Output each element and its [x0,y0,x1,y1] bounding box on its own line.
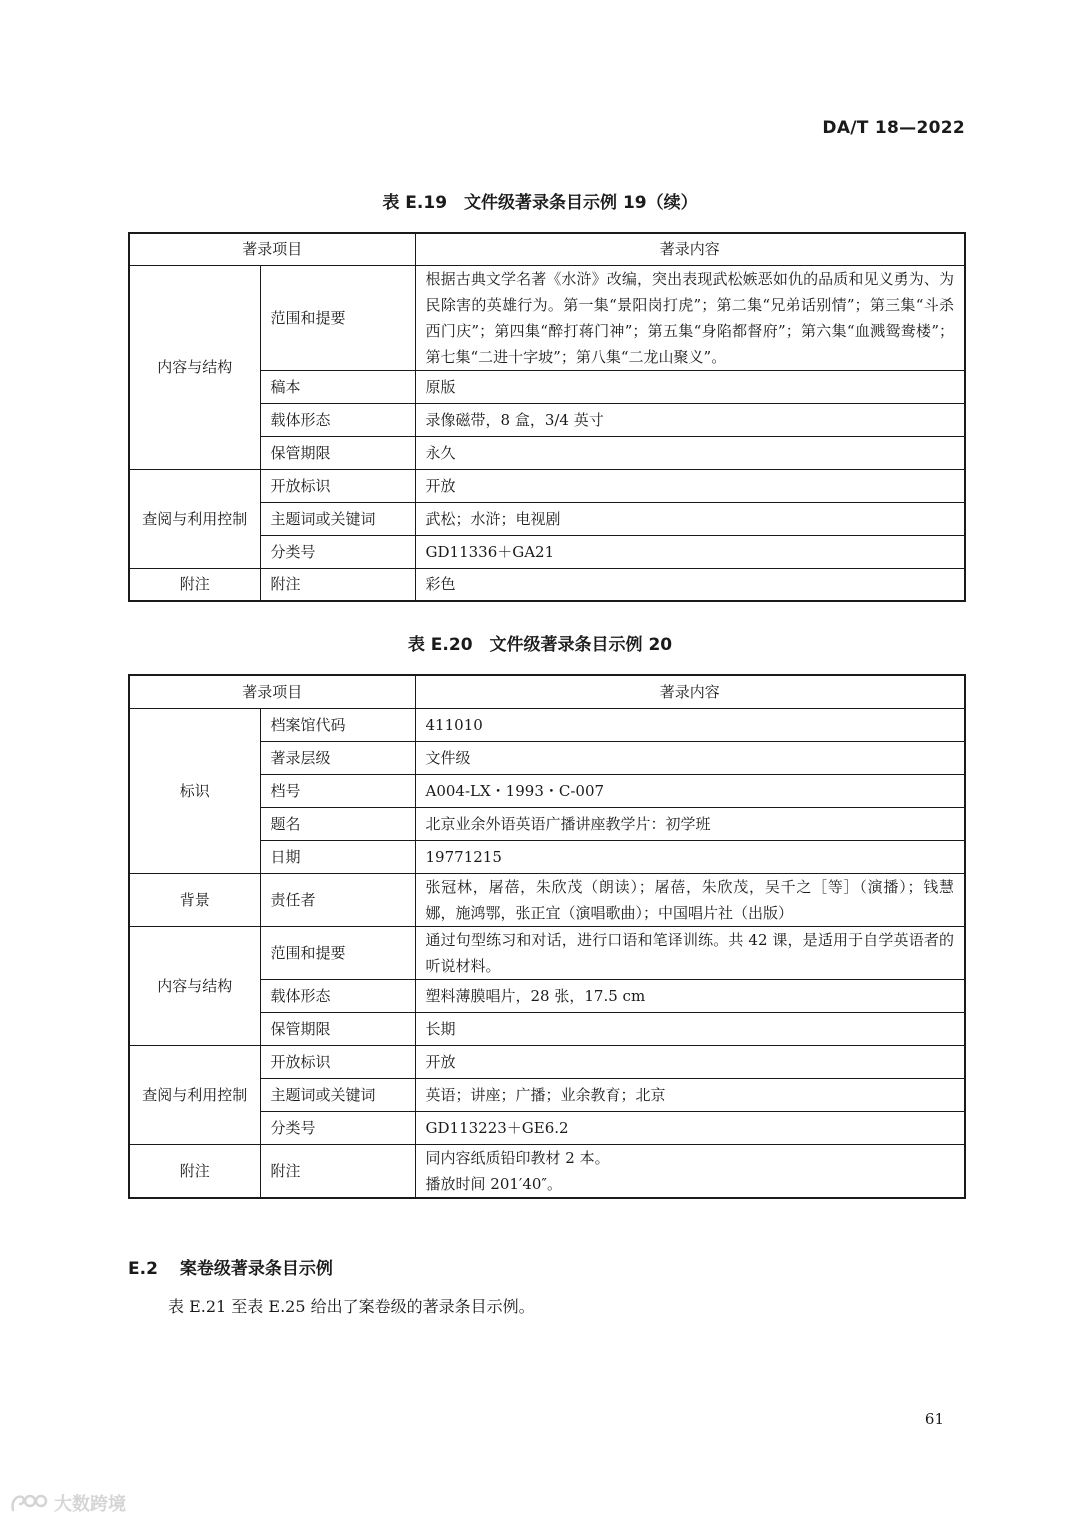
item-value: 武松；水浒；电视剧 [415,502,965,535]
table-header-row [129,233,965,265]
group-label: 附注 [129,568,260,601]
table-row [129,568,965,601]
note-line: 同内容纸质铅印教材 2 本。 [425,1148,610,1167]
table-row [129,926,965,979]
item-value: 原版 [415,370,965,403]
table-e20 [128,674,966,1199]
item-label: 开放标识 [260,1045,415,1078]
item-label: 保管期限 [260,1012,415,1045]
standard-code: DA/T 18—2022 [822,118,965,138]
table-row [129,708,965,741]
item-label: 档案馆代码 [260,708,415,741]
item-value: 通过句型练习和对话，进行口语和笔译训练。共 42 课，是适用于自学英语者的听说材料。 [415,926,965,979]
item-label: 载体形态 [260,979,415,1012]
item-label: 主题词或关键词 [260,502,415,535]
table-row [129,469,965,502]
group-label: 查阅与利用控制 [129,1045,260,1144]
item-value: A004-LX・1993・C-007 [415,774,965,807]
item-label: 主题词或关键词 [260,1078,415,1111]
note-line: 播放时间 201′40″。 [425,1174,563,1193]
item-label: 范围和提要 [260,265,415,370]
group-label: 标识 [129,708,260,873]
item-label: 分类号 [260,535,415,568]
header-content: 著录内容 [415,233,965,265]
table-19-caption: 表 E.19 文件级著录条目示例 19（续） [382,193,698,213]
table-20-caption: 表 E.20 文件级著录条目示例 20 [407,635,673,655]
header-item: 著录项目 [129,233,415,265]
group-label: 内容与结构 [129,926,260,1045]
item-label: 档号 [260,774,415,807]
item-label: 开放标识 [260,469,415,502]
item-label: 分类号 [260,1111,415,1144]
item-value: 英语；讲座；广播；业余教育；北京 [415,1078,965,1111]
item-label: 责任者 [260,873,415,926]
item-value [415,1144,965,1198]
section-number: E.2 [128,1259,158,1279]
group-label: 附注 [129,1144,260,1198]
item-value: 411010 [415,708,965,741]
item-value: GD11336＋GA21 [415,535,965,568]
watermark-text: 大数跨境 [54,1494,126,1515]
group-label: 背景 [129,873,260,926]
item-label: 附注 [260,568,415,601]
item-value: 永久 [415,436,965,469]
item-value: 彩色 [415,568,965,601]
item-label: 题名 [260,807,415,840]
table-row [129,873,965,926]
item-label: 日期 [260,840,415,873]
watermark [10,1490,126,1516]
item-label: 范围和提要 [260,926,415,979]
item-value: 根据古典文学名著《水浒》改编，突出表现武松嫉恶如仇的品质和见义勇为、为民除害的英雄行为。第一集“景阳岗打虎”；第二集“兄弟话别情”；第三集“斗杀西门庆”；第四集“醉打蒋门神”；第五集“身陷都督府”；第六集“血溅鸳鸯楼”；第七集“二进十字坡”；第八集“二龙山聚义”。 [415,265,965,370]
item-label: 保管期限 [260,436,415,469]
item-value: 文件级 [415,741,965,774]
header-content: 著录内容 [415,675,965,708]
section-heading [128,1254,333,1279]
item-value: 开放 [415,1045,965,1078]
watermark-logo-icon [10,1492,50,1514]
item-value: 长期 [415,1012,965,1045]
table-header-row [129,675,965,708]
item-value: 19771215 [415,840,965,873]
item-value: 塑料薄膜唱片，28 张，17.5 cm [415,979,965,1012]
header-item: 著录项目 [129,675,415,708]
group-label: 查阅与利用控制 [129,469,260,568]
table-row [129,265,965,370]
table-row [129,1045,965,1078]
item-label: 附注 [260,1144,415,1198]
item-label: 载体形态 [260,403,415,436]
table-e19 [128,232,966,602]
item-label: 著录层级 [260,741,415,774]
item-value: 录像磁带，8 盒，3/4 英寸 [415,403,965,436]
item-value: 张冠林，屠蓓，朱欣茂（朗读）；屠蓓，朱欣茂，吴千之［等］（演播）；钱慧娜，施鸿鄂，张正宜（演唱歌曲）；中国唱片社（出版） [415,873,965,926]
section-title: 案卷级著录条目示例 [179,1259,333,1279]
section-paragraph: 表 E.21 至表 E.25 给出了案卷级的著录条目示例。 [168,1297,535,1316]
group-label: 内容与结构 [129,265,260,469]
item-value: 开放 [415,469,965,502]
item-label: 稿本 [260,370,415,403]
page-number: 61 [924,1410,944,1428]
table-row [129,1144,965,1198]
item-value: 北京业余外语英语广播讲座教学片：初学班 [415,807,965,840]
item-value: GD113223＋GE6.2 [415,1111,965,1144]
